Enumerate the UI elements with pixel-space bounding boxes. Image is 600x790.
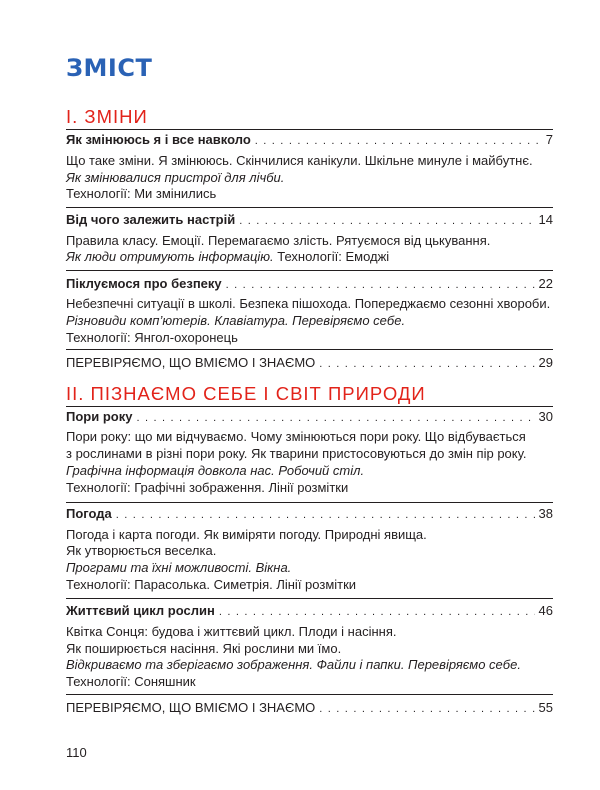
leader-dots <box>319 701 534 717</box>
page-number: 110 <box>66 745 87 760</box>
leader-dots <box>219 604 535 620</box>
toc-entry-heading[interactable] <box>66 212 553 229</box>
entry-heading: Як змінююсь я і все навколо <box>66 132 251 147</box>
entry-description: Технології: Парасолька. Симетрія. Лінії розмітки <box>66 577 357 592</box>
entry-page-number: 46 <box>538 603 553 618</box>
entry-page-number: 38 <box>538 506 553 521</box>
entry-description: Відкриваємо та зберігаємо зображення. Файли і папки. Перевіряємо себе. <box>66 657 521 672</box>
section-title-2: II. ПІЗНАЄМО СЕБЕ І СВІТ ПРИРОДИ <box>66 383 426 404</box>
toc-entry-heading[interactable] <box>66 409 553 426</box>
section-rule <box>66 406 553 407</box>
entry-heading: Пори року <box>66 409 133 424</box>
toc-entry-heading[interactable] <box>66 276 553 293</box>
toc-check-entry[interactable] <box>66 700 553 717</box>
entry-page-number: 22 <box>538 276 553 291</box>
divider <box>66 502 553 503</box>
toc-entry-heading[interactable] <box>66 506 553 523</box>
entry-page-number: 14 <box>538 212 553 227</box>
divider <box>66 207 553 208</box>
entry-heading: Від чого залежить настрій <box>66 212 236 227</box>
leader-dots <box>255 133 542 149</box>
entry-heading: Піклуємося про безпеку <box>66 276 222 291</box>
entry-description: Технології: Соняшник <box>66 674 196 689</box>
entry-description: з рослинами в різні пори року. Як тварини пристосовуються до змін пір року. <box>66 446 527 461</box>
leader-dots <box>116 507 535 523</box>
divider <box>66 694 553 695</box>
page-title: ЗМІСТ <box>66 54 153 82</box>
entry-description: Небезпечні ситуації в школі. Безпека пішохода. Попереджаємо сезонні хвороби. <box>66 296 551 311</box>
entry-description: Різновиди комп’ютерів. Клавіатура. Перевіряємо себе. <box>66 313 406 328</box>
entry-description: Як змінювалися пристрої для лічби. <box>66 170 285 185</box>
entry-description: Погода і карта погоди. Як виміряти погоду. Природні явища. <box>66 527 427 542</box>
entry-description: Як утворюється веселка. <box>66 543 217 558</box>
entry-description: Технології: Янгол-охоронець <box>66 330 238 345</box>
entry-description <box>66 249 389 265</box>
entry-description: Правила класу. Емоції. Перемагаємо злість. Рятуємося від цькування. <box>66 233 491 248</box>
entry-description: Технології: Графічні зображення. Лінії розмітки <box>66 480 349 495</box>
toc-entry-heading[interactable] <box>66 603 553 620</box>
entry-description: Пори року: що ми відчуваємо. Чому змінюються пори року. Що відбувається <box>66 429 526 444</box>
entry-page-number: 55 <box>538 700 553 715</box>
entry-description-italic: Як люди отримують інформацію. <box>66 249 274 264</box>
leader-dots <box>136 410 534 426</box>
divider <box>66 598 553 599</box>
check-label: ПЕРЕВІРЯЄМО, ЩО ВМІЄМО І ЗНАЄМО <box>66 355 316 370</box>
entry-page-number: 30 <box>538 409 553 424</box>
entry-description: Технології: Ми змінились <box>66 186 217 201</box>
leader-dots <box>319 356 534 372</box>
leader-dots <box>226 277 535 293</box>
toc-check-entry[interactable] <box>66 355 553 372</box>
entry-description: Що таке зміни. Я змінююсь. Скінчилися канікули. Шкільне минуле і майбутнє. <box>66 153 533 168</box>
leader-dots <box>239 213 534 229</box>
entry-description: Графічна інформація довкола нас. Робочий стіл. <box>66 463 365 478</box>
entry-heading: Життєвий цикл рослин <box>66 603 215 618</box>
section-title-1: I. ЗМІНИ <box>66 106 148 127</box>
entry-description: Квітка Сонця: будова і життєвий цикл. Плоди і насіння. <box>66 624 397 639</box>
divider <box>66 349 553 350</box>
toc-entry-heading[interactable] <box>66 132 553 149</box>
entry-heading: Погода <box>66 506 112 521</box>
check-label: ПЕРЕВІРЯЄМО, ЩО ВМІЄМО І ЗНАЄМО <box>66 700 316 715</box>
entry-page-number: 7 <box>545 132 553 147</box>
section-rule <box>66 129 553 130</box>
entry-description: Програми та їхні можливості. Вікна. <box>66 560 292 575</box>
divider <box>66 270 553 271</box>
entry-description-regular: Технології: Емоджі <box>273 249 390 264</box>
entry-page-number: 29 <box>538 355 553 370</box>
entry-description: Як поширюється насіння. Які рослини ми їмо. <box>66 641 342 656</box>
